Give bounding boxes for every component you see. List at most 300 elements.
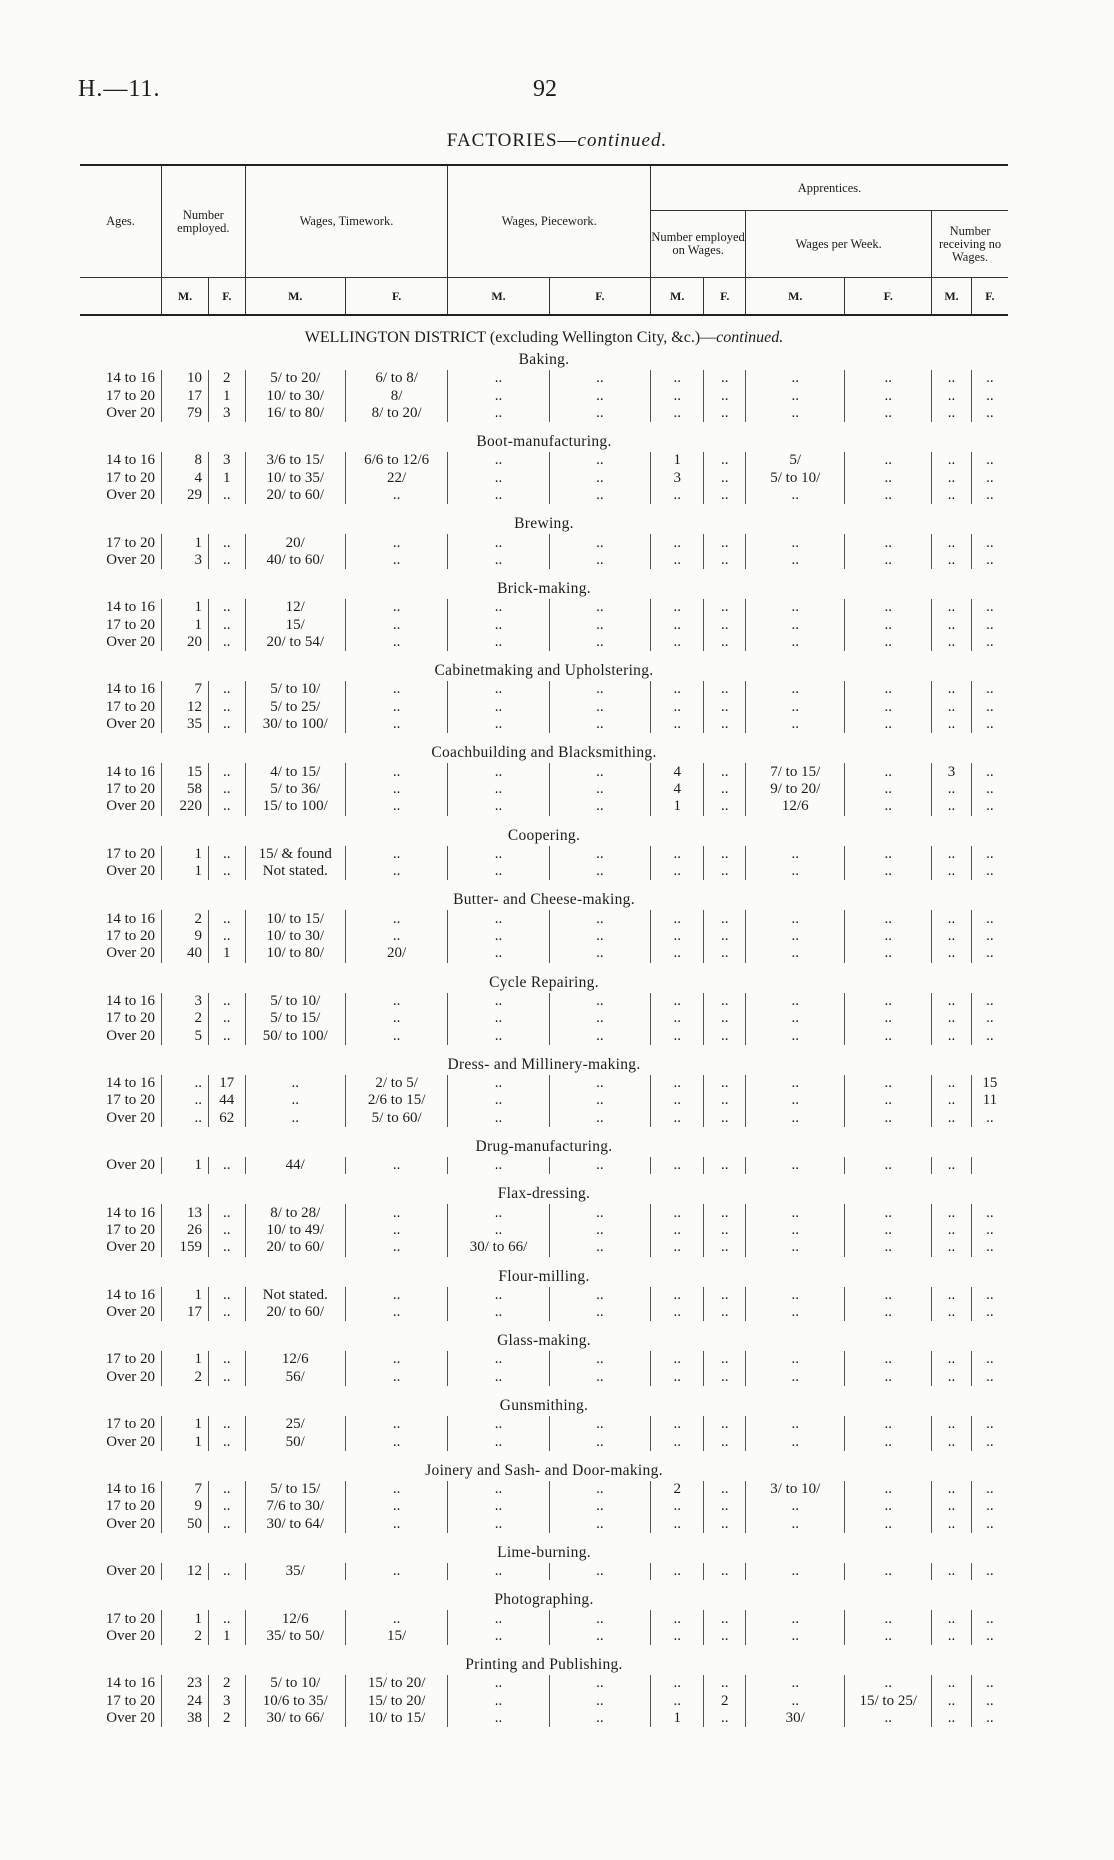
cell-timework-m: 50/ to 100/ [245, 1027, 345, 1044]
cell-piecework-f: .. [549, 534, 650, 551]
cell-piecework-f: .. [549, 452, 650, 469]
cell-age: Over 20 [106, 1515, 155, 1532]
cell-no-wages-m: .. [932, 781, 972, 798]
cell-no-wages-m: .. [932, 1481, 972, 1498]
cell-timework-f: .. [345, 781, 447, 798]
cell-no-wages-f: .. [971, 781, 1008, 798]
cell-employed-m: 3 [162, 993, 209, 1010]
table-row [80, 1010, 1008, 1027]
cell-employed-f: .. [209, 798, 246, 815]
cell-apprentices-employed-f: .. [704, 1369, 746, 1386]
cell-apprentices-employed-m: .. [651, 1092, 704, 1109]
section-title: Flax-dressing. [497, 1185, 591, 1203]
cell-age: Over 20 [106, 551, 155, 568]
cell-piecework-m: .. [448, 1498, 549, 1515]
cell-piecework-f: .. [549, 1481, 650, 1498]
table-row [80, 1710, 1008, 1727]
cell-piecework-f: .. [549, 846, 650, 863]
row-spacer [80, 1127, 1008, 1137]
header-f: F. [345, 278, 447, 316]
cell-no-wages-m: .. [932, 599, 972, 616]
header-f: F. [845, 278, 932, 316]
cell-age: Over 20 [106, 1239, 155, 1256]
cell-apprentices-employed-f: .. [704, 846, 746, 863]
cell-apprentices-employed-f: .. [704, 487, 746, 504]
cell-age: 17 to 20 [105, 469, 155, 486]
cell-employed-m: 7 [162, 1481, 209, 1498]
cell-no-wages-f: .. [971, 1710, 1008, 1727]
cell-age: 17 to 20 [105, 1416, 155, 1433]
cell-piecework-m: .. [448, 1628, 549, 1645]
cell-no-wages-f: .. [971, 1610, 1008, 1627]
table-row [80, 993, 1008, 1010]
cell-employed-m: .. [162, 1110, 209, 1127]
cell-piecework-m: .. [448, 552, 549, 569]
cell-timework-f: .. [345, 910, 447, 927]
cell-apprentices-employed-m: .. [651, 1498, 704, 1515]
cell-apprentice-wage-m: .. [746, 1351, 845, 1368]
cell-timework-m: 15/ & found [245, 846, 345, 863]
cell-timework-f: .. [345, 1481, 447, 1498]
row-spacer [80, 1645, 1008, 1655]
table-row [80, 405, 1008, 422]
cell-piecework-m: .. [448, 993, 549, 1010]
cell-age: Over 20 [106, 1368, 155, 1385]
row-spacer [80, 504, 1008, 514]
cell-no-wages-f: .. [971, 798, 1008, 815]
cell-piecework-f: .. [549, 1304, 650, 1321]
cell-age: Over 20 [106, 716, 155, 733]
cell-timework-m: 20/ to 60/ [245, 487, 345, 504]
section-title: Coopering. [507, 826, 581, 844]
cell-employed-m: 1 [162, 1416, 209, 1433]
cell-no-wages-m: .. [932, 1010, 972, 1027]
table-row [80, 1675, 1008, 1692]
section-title: Coachbuilding and Blacksmithing. [431, 744, 657, 762]
cell-apprentice-wage-f: .. [845, 1157, 932, 1174]
table-row [80, 928, 1008, 945]
cell-no-wages-f: .. [971, 1433, 1008, 1450]
cell-age: Over 20 [106, 863, 155, 880]
cell-employed-m: 29 [162, 487, 209, 504]
cell-timework-f: .. [345, 1516, 447, 1533]
cell-employed-f: .. [209, 863, 246, 880]
cell-timework-f: .. [345, 1222, 447, 1239]
cell-apprentices-employed-m: .. [651, 1075, 704, 1092]
cell-piecework-m: .. [448, 1610, 549, 1627]
cell-timework-m: .. [245, 1075, 345, 1092]
cell-apprentice-wage-f: .. [845, 1481, 932, 1498]
header-app-wages-per-week: Wages per Week. [746, 211, 932, 278]
cell-apprentices-employed-f: .. [704, 716, 746, 733]
cell-employed-m: 12 [162, 1563, 209, 1580]
cell-no-wages-f: .. [971, 1027, 1008, 1044]
cell-piecework-m: .. [448, 1675, 549, 1692]
cell-employed-f: .. [209, 1610, 246, 1627]
cell-employed-f: .. [209, 1287, 246, 1304]
cell-apprentice-wage-f: .. [845, 928, 932, 945]
row-spacer [80, 1533, 1008, 1543]
header-f: F. [704, 278, 746, 316]
cell-timework-m: 15/ to 100/ [245, 798, 345, 815]
cell-piecework-f: .. [549, 552, 650, 569]
cell-apprentices-employed-f: .. [704, 1498, 746, 1515]
cell-no-wages-m: .. [932, 1675, 972, 1692]
cell-employed-m: 1 [162, 1610, 209, 1627]
cell-no-wages-f: .. [971, 910, 1008, 927]
cell-timework-f: .. [345, 1157, 447, 1174]
cell-apprentice-wage-m: .. [746, 1239, 845, 1256]
section-title: Brick-making. [497, 580, 591, 598]
cell-employed-f: .. [209, 534, 246, 551]
cell-no-wages-m: .. [932, 370, 972, 387]
cell-employed-f: .. [209, 1416, 246, 1433]
cell-piecework-m: .. [448, 617, 549, 634]
cell-timework-f: 8/ to 20/ [345, 405, 447, 422]
cell-no-wages-f: .. [971, 763, 1008, 780]
cell-timework-m: 20/ to 60/ [245, 1304, 345, 1321]
cell-timework-f: .. [345, 1610, 447, 1627]
cell-apprentices-employed-f: .. [704, 1010, 746, 1027]
cell-apprentices-employed-f: .. [704, 699, 746, 716]
cell-apprentices-employed-m: .. [651, 1304, 704, 1321]
cell-apprentices-employed-m: .. [651, 1287, 704, 1304]
cell-no-wages-m: .. [932, 945, 972, 962]
row-spacer [80, 1727, 1008, 1737]
cell-timework-m: 20/ to 60/ [245, 1239, 345, 1256]
cell-no-wages-m: .. [932, 1287, 972, 1304]
cell-timework-m: 5/ to 10/ [245, 993, 345, 1010]
cell-timework-m: Not stated. [245, 863, 345, 880]
cell-timework-m: 10/6 to 35/ [245, 1693, 345, 1710]
cell-timework-f: 22/ [345, 470, 447, 487]
cell-apprentices-employed-m: .. [651, 1675, 704, 1692]
cell-apprentice-wage-f: .. [845, 1516, 932, 1533]
cell-no-wages-f: .. [971, 1222, 1008, 1239]
cell-employed-f: .. [209, 552, 246, 569]
cell-apprentice-wage-m: .. [746, 681, 845, 698]
cell-employed-m: 17 [162, 1304, 209, 1321]
cell-no-wages-f: .. [971, 846, 1008, 863]
cell-employed-f: .. [209, 1369, 246, 1386]
cell-employed-m: 5 [162, 1027, 209, 1044]
cell-piecework-m: .. [448, 1075, 549, 1092]
cell-apprentices-employed-m: 4 [651, 781, 704, 798]
cell-piecework-f: .. [549, 634, 650, 651]
district-heading: WELLINGTON DISTRICT (excluding Wellington City, &c.)—continued. [304, 329, 784, 346]
cell-apprentices-employed-m: 1 [651, 798, 704, 815]
section-title: Printing and Publishing. [465, 1656, 623, 1674]
table-row [80, 534, 1008, 551]
cell-no-wages-f: .. [971, 1675, 1008, 1692]
cell-apprentices-employed-f: .. [704, 1287, 746, 1304]
cell-timework-m: 30/ to 100/ [245, 716, 345, 733]
cell-timework-f: .. [345, 1369, 447, 1386]
cell-no-wages-m: .. [932, 1369, 972, 1386]
cell-piecework-f: .. [549, 763, 650, 780]
cell-piecework-f: .. [549, 699, 650, 716]
cell-apprentices-employed-m: .. [651, 1369, 704, 1386]
cell-no-wages-f: .. [971, 945, 1008, 962]
cell-timework-m: 5/ to 15/ [245, 1010, 345, 1027]
cell-no-wages-f: .. [971, 1481, 1008, 1498]
cell-timework-m: 7/6 to 30/ [245, 1498, 345, 1515]
cell-piecework-m: .. [448, 1157, 549, 1174]
table-row [80, 1498, 1008, 1515]
cell-piecework-f: .. [549, 1222, 650, 1239]
cell-apprentices-employed-m: 3 [651, 470, 704, 487]
cell-no-wages-m: .. [932, 1222, 972, 1239]
cell-employed-m: 23 [162, 1675, 209, 1692]
table-row [80, 1563, 1008, 1580]
cell-apprentices-employed-m: .. [651, 487, 704, 504]
cell-timework-m: 10/ to 30/ [245, 387, 345, 404]
cell-timework-m: 15/ [245, 617, 345, 634]
section-title: Dress- and Millinery-making. [447, 1055, 641, 1073]
cell-no-wages-m: .. [932, 1204, 972, 1221]
row-spacer [80, 422, 1008, 432]
cell-apprentices-employed-m: .. [651, 928, 704, 945]
cell-apprentice-wage-m: .. [746, 1416, 845, 1433]
cell-no-wages-f: .. [971, 387, 1008, 404]
cell-timework-m: 5/ to 20/ [245, 370, 345, 387]
table-row [80, 699, 1008, 716]
table-row [80, 798, 1008, 815]
section-title: Flour-milling. [498, 1267, 590, 1285]
cell-piecework-m: .. [448, 370, 549, 387]
cell-piecework-f: .. [549, 1369, 650, 1386]
cell-no-wages-m: 3 [932, 763, 972, 780]
cell-employed-f: .. [209, 1027, 246, 1044]
cell-timework-f: 5/ to 60/ [345, 1110, 447, 1127]
cell-apprentices-employed-f: .. [704, 1710, 746, 1727]
cell-timework-f: .. [345, 534, 447, 551]
cell-employed-f: 44 [209, 1092, 246, 1109]
cell-apprentices-employed-m: .. [651, 1610, 704, 1627]
cell-age: Over 20 [106, 1433, 155, 1450]
cell-employed-m: 159 [162, 1239, 209, 1256]
cell-apprentice-wage-f: .. [845, 993, 932, 1010]
cell-piecework-f: .. [549, 405, 650, 422]
cell-piecework-m: .. [448, 1204, 549, 1221]
cell-apprentices-employed-m: .. [651, 681, 704, 698]
row-spacer [80, 880, 1008, 890]
cell-no-wages-f: .. [971, 1628, 1008, 1645]
cell-timework-m: 10/ to 80/ [245, 945, 345, 962]
cell-apprentices-employed-m: .. [651, 534, 704, 551]
cell-apprentices-employed-f: .. [704, 387, 746, 404]
cell-piecework-f: .. [549, 599, 650, 616]
cell-timework-m: 5/ to 36/ [245, 781, 345, 798]
cell-piecework-m: .. [448, 863, 549, 880]
cell-piecework-m: .. [448, 1287, 549, 1304]
cell-apprentice-wage-m: .. [746, 1693, 845, 1710]
cell-employed-f: 62 [209, 1110, 246, 1127]
cell-timework-m: 10/ to 15/ [245, 910, 345, 927]
cell-age: 17 to 20 [105, 1351, 155, 1368]
cell-timework-f: .. [345, 716, 447, 733]
row-spacer [80, 733, 1008, 743]
cell-apprentices-employed-f: .. [704, 370, 746, 387]
cell-apprentice-wage-m: .. [746, 534, 845, 551]
row-spacer [80, 569, 1008, 579]
cell-apprentice-wage-m: .. [746, 1075, 845, 1092]
cell-employed-m: 1 [162, 1157, 209, 1174]
cell-piecework-f: .. [549, 928, 650, 945]
cell-timework-f: .. [345, 681, 447, 698]
cell-piecework-f: .. [549, 910, 650, 927]
cell-piecework-f: .. [549, 681, 650, 698]
cell-apprentice-wage-f: .. [845, 552, 932, 569]
cell-employed-m: 1 [162, 846, 209, 863]
cell-timework-f: .. [345, 1204, 447, 1221]
cell-apprentice-wage-m: .. [746, 716, 845, 733]
cell-employed-f: .. [209, 1433, 246, 1450]
cell-apprentice-wage-f: .. [845, 1710, 932, 1727]
cell-piecework-m: .. [448, 1710, 549, 1727]
cell-piecework-f: .. [549, 1092, 650, 1109]
cell-timework-m: 12/ [245, 599, 345, 616]
cell-piecework-m: .. [448, 534, 549, 551]
cell-employed-m: 1 [162, 1351, 209, 1368]
cell-apprentice-wage-f: .. [845, 387, 932, 404]
cell-apprentice-wage-m: .. [746, 1092, 845, 1109]
cell-timework-f: .. [345, 634, 447, 651]
cell-timework-f: .. [345, 1433, 447, 1450]
cell-apprentice-wage-f: .. [845, 599, 932, 616]
cell-timework-f: .. [345, 928, 447, 945]
cell-timework-f: 15/ to 20/ [345, 1693, 447, 1710]
cell-piecework-m: .. [448, 1351, 549, 1368]
cell-piecework-m: .. [448, 1304, 549, 1321]
cell-no-wages-f: .. [971, 1369, 1008, 1386]
cell-employed-f: .. [209, 1157, 246, 1174]
header-wages-timework: Wages, Timework. [245, 165, 448, 278]
cell-no-wages-m: .. [932, 470, 972, 487]
cell-no-wages-f: .. [971, 1498, 1008, 1515]
cell-apprentices-employed-m: .. [651, 910, 704, 927]
table-row [80, 1027, 1008, 1044]
cell-apprentices-employed-f: .. [704, 1433, 746, 1450]
cell-apprentice-wage-m: .. [746, 1287, 845, 1304]
table-row [80, 1693, 1008, 1710]
cell-apprentices-employed-f: .. [704, 552, 746, 569]
table-row [80, 1110, 1008, 1127]
cell-apprentices-employed-m: .. [651, 1010, 704, 1027]
cell-piecework-f: .. [549, 993, 650, 1010]
cell-age: 17 to 20 [105, 1610, 155, 1627]
cell-age: 17 to 20 [105, 616, 155, 633]
cell-no-wages-m: .. [932, 1351, 972, 1368]
cell-apprentice-wage-m: .. [746, 1675, 845, 1692]
cell-piecework-f: .. [549, 798, 650, 815]
cell-apprentice-wage-m: .. [746, 1110, 845, 1127]
cell-no-wages-m: .. [932, 1110, 972, 1127]
cell-apprentices-employed-f: .. [704, 534, 746, 551]
cell-no-wages-f: .. [971, 993, 1008, 1010]
cell-timework-f: 20/ [345, 945, 447, 962]
cell-employed-f: 1 [209, 470, 246, 487]
cell-apprentices-employed-f: .. [704, 470, 746, 487]
cell-timework-f: .. [345, 699, 447, 716]
cell-apprentices-employed-m: .. [651, 387, 704, 404]
cell-apprentice-wage-f: .. [845, 1628, 932, 1645]
cell-apprentices-employed-m: .. [651, 846, 704, 863]
cell-piecework-f: .. [549, 1287, 650, 1304]
cell-piecework-m: .. [448, 1563, 549, 1580]
cell-timework-m: 20/ to 54/ [245, 634, 345, 651]
cell-no-wages-m: .. [932, 487, 972, 504]
cell-apprentice-wage-m: .. [746, 405, 845, 422]
header-m: M. [162, 278, 209, 316]
cell-no-wages-m: .. [932, 846, 972, 863]
cell-no-wages-f: .. [971, 599, 1008, 616]
cell-no-wages-m: .. [932, 993, 972, 1010]
cell-apprentice-wage-m: .. [746, 1204, 845, 1221]
cell-apprentice-wage-f: .. [845, 470, 932, 487]
cell-apprentices-employed-f: .. [704, 1075, 746, 1092]
cell-employed-f: .. [209, 1516, 246, 1533]
header-m: M. [245, 278, 345, 316]
table-row [80, 716, 1008, 733]
cell-employed-f: .. [209, 1010, 246, 1027]
cell-no-wages-m: .. [932, 928, 972, 945]
cell-employed-f: .. [209, 1351, 246, 1368]
cell-apprentice-wage-f: .. [845, 1675, 932, 1692]
table-row [80, 1433, 1008, 1450]
cell-employed-m: 4 [162, 470, 209, 487]
cell-timework-f: .. [345, 993, 447, 1010]
cell-no-wages-f: .. [971, 1287, 1008, 1304]
cell-age: 14 to 16 [105, 763, 155, 780]
cell-apprentices-employed-m: .. [651, 617, 704, 634]
cell-apprentice-wage-f: .. [845, 487, 932, 504]
cell-no-wages-f: .. [971, 452, 1008, 469]
table-row [80, 681, 1008, 698]
cell-piecework-m: .. [448, 798, 549, 815]
table-row [80, 1157, 1008, 1174]
cell-apprentices-employed-m: .. [651, 1027, 704, 1044]
cell-no-wages-m: .. [932, 1092, 972, 1109]
table-row [80, 1351, 1008, 1368]
cell-piecework-m: .. [448, 1222, 549, 1239]
cell-apprentice-wage-m: .. [746, 599, 845, 616]
cell-timework-f: .. [345, 763, 447, 780]
cell-age: 17 to 20 [105, 1498, 155, 1515]
cell-employed-f: 2 [209, 1675, 246, 1692]
cell-timework-m: 20/ [245, 534, 345, 551]
cell-apprentice-wage-m: 12/6 [746, 798, 845, 815]
cell-employed-m: 35 [162, 716, 209, 733]
cell-timework-m: 4/ to 15/ [245, 763, 345, 780]
cell-employed-m: 1 [162, 599, 209, 616]
cell-no-wages-f: 11 [971, 1092, 1008, 1109]
row-spacer [80, 1451, 1008, 1461]
cell-apprentice-wage-m: .. [746, 1027, 845, 1044]
cell-apprentice-wage-f: .. [845, 763, 932, 780]
header-f: F. [209, 278, 246, 316]
cell-piecework-f: .. [549, 370, 650, 387]
cell-employed-f: .. [209, 1222, 246, 1239]
cell-no-wages-m: .. [932, 798, 972, 815]
cell-apprentice-wage-m: .. [746, 487, 845, 504]
cell-piecework-m: .. [448, 405, 549, 422]
cell-apprentice-wage-f: .. [845, 1369, 932, 1386]
table-row [80, 1222, 1008, 1239]
table-row [80, 599, 1008, 616]
cell-no-wages-f: .. [971, 634, 1008, 651]
cell-no-wages-f: .. [971, 1351, 1008, 1368]
